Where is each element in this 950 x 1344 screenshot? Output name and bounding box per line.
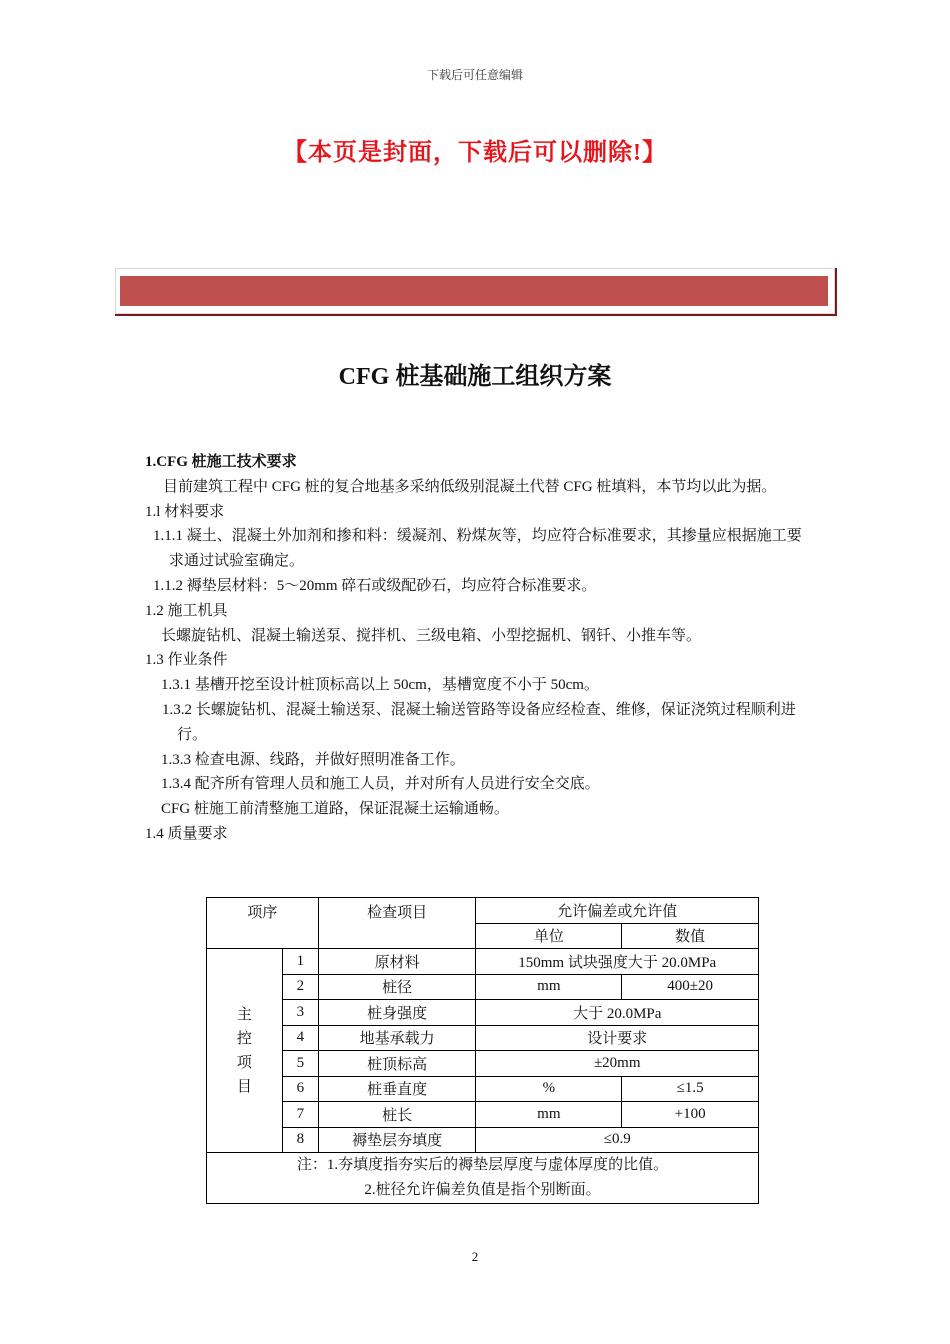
page-number: 2 [471,1249,479,1264]
row-item: 褥垫层夯填度 [318,1127,476,1153]
header-seq: 项序 [207,898,319,949]
header-note: 下载后可任意编辑 [426,68,523,82]
row-no: 1 [282,949,318,975]
row-no: 7 [282,1102,318,1128]
section-1-intro: 目前建筑工程中 CFG 桩的复合地基多采纳低级别混凝土代替 CFG 桩填料，本节均以此为据。 [163,478,777,495]
row-value: ≤1.5 [622,1076,759,1102]
section-1-heading: 1.CFG 桩施工技术要求 [145,454,297,470]
table-row [207,1127,759,1153]
table-row [207,1102,759,1128]
row-item: 地基承载力 [318,1025,476,1051]
table-row [207,974,759,1000]
section-1-1-2: 1.1.2 褥垫层材料：5～20mm 碎石或级配砂石，均应符合标准要求。 [153,577,597,594]
header-item: 检查项目 [318,898,476,949]
row-no: 4 [282,1025,318,1051]
row-unit: % [476,1076,622,1102]
section-1-3-4: 1.3.4 配齐所有管理人员和施工人员，并对所有人员进行安全交底。 [161,776,600,793]
table-row [207,949,759,975]
cover-notice: 【本页是封面，下载后可以删除!】 [283,140,667,166]
section-1-2-heading: 1.2 施工机具 [145,602,228,619]
table-header-row [207,898,759,924]
section-1-3-heading: 1.3 作业条件 [145,652,228,669]
row-value: +100 [622,1102,759,1128]
table-note [207,1153,759,1204]
header-allow: 允许偏差或允许值 [476,898,759,924]
quality-table [206,897,759,1204]
row-no: 2 [282,974,318,1000]
row-item: 桩垂直度 [318,1076,476,1102]
section-1-1-heading: 1.l 材料要求 [145,503,225,520]
header-unit: 单位 [476,923,622,949]
table-note-1: 注：1.夯填度指夯实后的褥垫层厚度与虚体厚度的比值。 [296,1157,669,1173]
section-1-3-2: 1.3.2 长螺旋钻机、混凝土输送泵、混凝土输送管路等设备应经检查、维修，保证浇筑过程顺利进行。 [162,701,796,743]
row-item: 桩身强度 [318,1000,476,1026]
title-banner [115,268,837,316]
section-1-1-1: 1.1.1 凝土、混凝土外加剂和掺和料：缓凝剂、粉煤灰等，均应符合标准要求，其掺量应根据施工要求通过试验室确定。 [153,528,802,570]
section-1-3-3: 1.3.3 检查电源、线路，并做好照明准备工作。 [161,751,465,768]
section-1-4-heading: 1.4 质量要求 [145,825,228,842]
row-merged: ±20mm [476,1051,759,1077]
row-item: 桩径 [318,974,476,1000]
row-unit: mm [476,974,622,1000]
table-row [207,1051,759,1077]
row-merged: 大于 20.0MPa [476,1000,759,1026]
table-row [207,1025,759,1051]
row-item: 桩顶标高 [318,1051,476,1077]
row-merged: ≤0.9 [476,1127,759,1153]
row-item: 原材料 [318,949,476,975]
section-1-3-1: 1.3.1 基槽开挖至设计桩顶标高以上 50cm，基槽宽度不小于 50cm。 [161,677,599,694]
section-1-2-text: 长螺旋钻机、混凝土输送泵、搅拌机、三级电箱、小型挖掘机、钢钎、小推车等。 [161,627,702,644]
row-unit: mm [476,1102,622,1128]
document-title: CFG 桩基础施工组织方案 [338,364,612,390]
row-merged: 150mm 试块强度大于 20.0MPa [476,949,759,975]
table-row [207,1000,759,1026]
document-body [145,450,810,847]
row-no: 3 [282,1000,318,1026]
table-row [207,1076,759,1102]
row-no: 5 [282,1051,318,1077]
table-note-2: 2.桩径允许偏差负值是指个别断面。 [364,1182,601,1198]
group-label: 主 控 项 目 [207,949,283,1153]
header-value: 数值 [622,923,759,949]
row-merged: 设计要求 [476,1025,759,1051]
row-item: 桩长 [318,1102,476,1128]
row-value: 400±20 [622,974,759,1000]
row-no: 8 [282,1127,318,1153]
section-1-3-extra: CFG 桩施工前清整施工道路，保证混凝土运输通畅。 [161,801,509,818]
title-banner-bar [120,276,828,306]
table-note-row [207,1153,759,1204]
row-no: 6 [282,1076,318,1102]
